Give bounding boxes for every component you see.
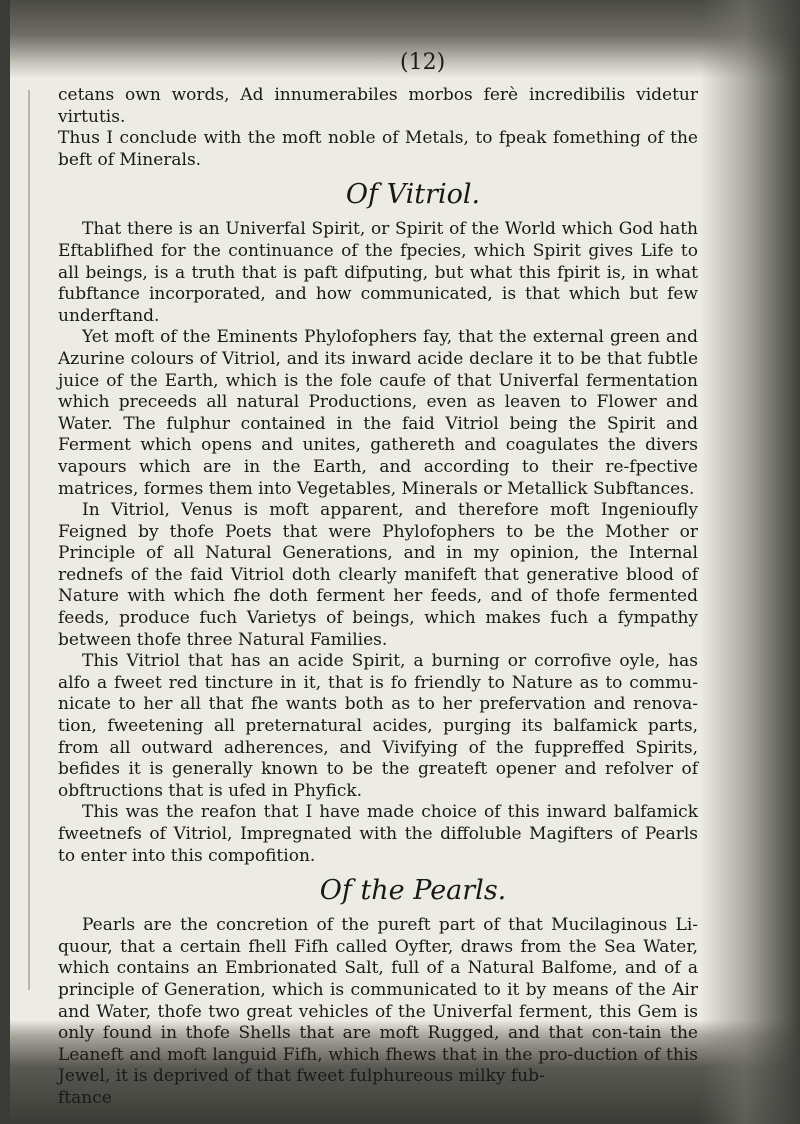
gutter-line [28,90,30,990]
page-text [58,85,698,1110]
catchword: ftance [58,1087,112,1108]
paragraph: Pearls are the concretion of the pureft part of that Mucilaginous Li-quour, that a certain fhell Fifh called Oyfter, draws from the Sea Water, which contains an Embrionated Salt, full of a Natural Balfome, and of a principle of Generation, which is communicated to it by means of the Air and Water, thofe two great vehicles of the Univerfal ferment, this Gem is only found in thofe Shells that are moft Rugged, and that con-tain the Leaneft and moft languid Fifh, which fhews that in the pro-duction of this Jewel, it is deprived of that fweet fulphureous milky fub- [58,915,698,1087]
page-number: (12) [400,50,446,75]
paragraph: In Vitriol, Venus is moft apparent, and therefore moft Ingenioufly Feigned by thofe Poets that were Phylofophers to be the Mother or Principle of all Natural Generations, and in my opinion, the Internal rednefs of the faid Vitriol doth clearly manifeft that generative blood of Nature with which fhe doth ferment her feeds, and of thofe fermented feeds, produce fuch Varietys of beings, which makes fuch a fympathy between thofe three Natural Families. [58,500,698,650]
page-right-shadow [700,0,800,1124]
book-page [10,0,800,1124]
section-heading-vitriol: Of Vitriol. [345,179,481,211]
paragraph: This was the reafon that I have made choice of this inward balfamick fweetnefs of Vitriol, Impregnated with the diffoluble Magifters of Pearls to enter into this compofition. [58,802,698,866]
section-heading-pearls: Of the Pearls. [319,875,507,907]
paragraph: That there is an Univerfal Spirit, or Spirit of the World which God hath Eftablifhed for the continuance of the fpecies, which Spirit gives Life to all beings, is a truth that is paft difputing, but what this fpirit is, in what fubftance incorporated, and how communicated, is that which but few underftand. [58,219,698,326]
paragraph: Yet moft of the Eminents Phylofophers fay, that the external green and Azurine colours of Vitriol, and its inward acide declare it to be that fubtle juice of the Earth, which is the fole caufe of that Univerfal fermentation which preceeds all natural Productions, even as leaven to Flower and Water. The fulphur contained in the faid Vitriol being the Spirit and Ferment which opens and unites, gathereth and coagulates the divers vapours which are in the Earth, and according to their re-fpective matrices, formes them into Vegetables, Minerals or Metallick Subftances. [58,327,698,499]
paragraph: This Vitriol that has an acide Spirit, a burning or corrofive oyle, has alfo a fweet red tincture in it, that is fo friendly to Nature as to commu-nicate to her all that fhe wants both as to her prefervation and renova-tion, fweetening all preternatural acides, purging its balfamick parts, from all outward adherences, and Vivifying of the fuppreffed Spirits, befides it is generally known to be the greateft opener and refolver of obftructions that is ufed in Phyfick. [58,651,698,801]
intro-line: cetans own words, Ad innumerabiles morbos ferè incredibilis videtur virtutis. [58,85,698,127]
intro-line: Thus I conclude with the moft noble of Metals, to fpeak fomething of the beft of Minerals. [58,128,698,170]
